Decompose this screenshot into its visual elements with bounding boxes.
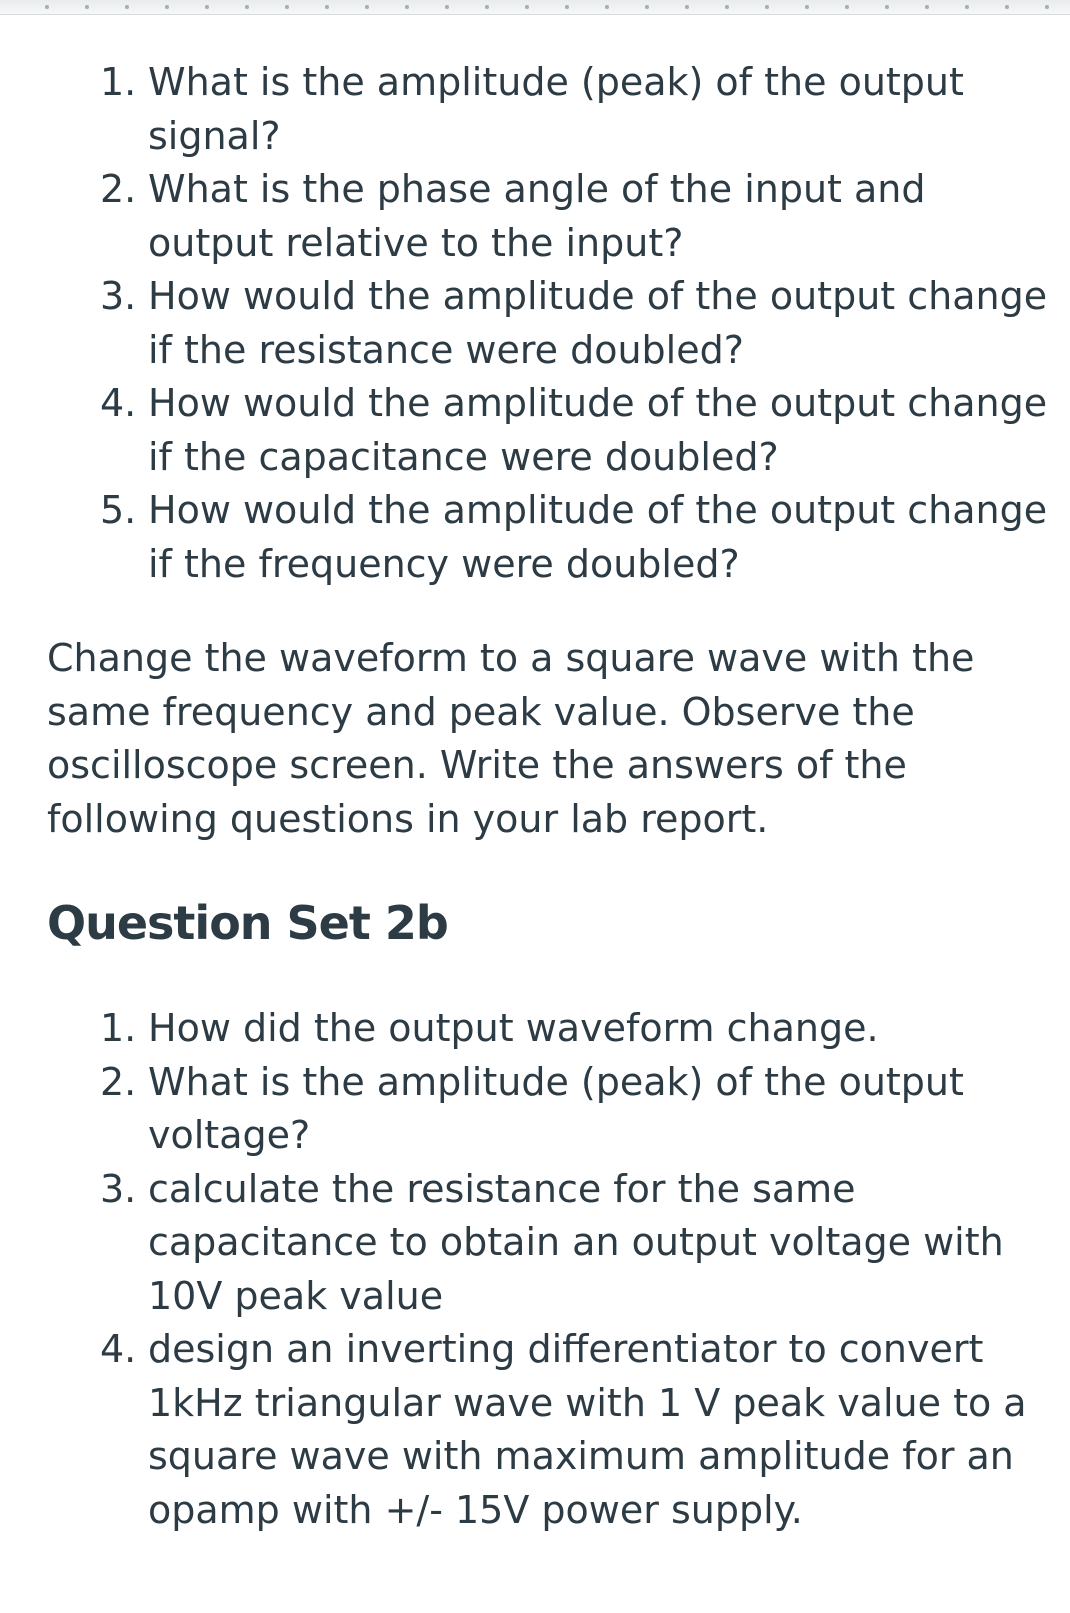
strip-dot <box>285 5 289 9</box>
strip-dot <box>165 5 169 9</box>
item-text: design an inverting differentiator to convert 1kHz triangular wave with 1 V peak value to a square wave with maximum amplitude for an opamp with +/- 15V power supply. <box>148 1327 1027 1532</box>
strip-dot <box>725 5 729 9</box>
strip-dot <box>125 5 129 9</box>
item-text: How would the amplitude of the output change if the resistance were doubled? <box>148 274 1048 372</box>
strip-dot <box>405 5 409 9</box>
strip-dot <box>645 5 649 9</box>
strip-dot <box>1045 5 1049 9</box>
question-list-a <box>100 56 1050 591</box>
list-item <box>100 377 1050 484</box>
item-number: 1. <box>100 1006 137 1050</box>
list-item <box>100 56 1050 163</box>
list-item <box>100 163 1050 270</box>
item-text: How did the output waveform change. <box>148 1006 879 1050</box>
list-item <box>100 484 1050 591</box>
item-number: 1. <box>100 60 137 104</box>
item-number: 3. <box>100 274 137 318</box>
item-number: 2. <box>100 1059 137 1104</box>
strip-dot <box>525 5 529 9</box>
item-number: 2. <box>100 167 137 211</box>
strip-dot <box>685 5 689 9</box>
strip-dot <box>965 5 969 9</box>
strip-dot <box>765 5 769 9</box>
item-text: How would the amplitude of the output change if the frequency were doubled? <box>148 488 1048 586</box>
strip-dot <box>45 5 49 9</box>
list-item <box>100 1056 1050 1163</box>
strip-dot <box>845 5 849 9</box>
question-list-b <box>100 1002 1050 1537</box>
item-number: 3. <box>100 1166 137 1211</box>
strip-dot <box>445 5 449 9</box>
strip-dot <box>565 5 569 9</box>
item-number: 5. <box>100 488 137 532</box>
item-text: What is the amplitude (peak) of the output signal? <box>148 60 964 158</box>
instruction-paragraph: Change the waveform to a square wave with the same frequency and peak value. Observe the oscilloscope screen. Write the answers of the following questions in your lab report. <box>47 636 975 841</box>
strip-dot <box>925 5 929 9</box>
strip-dot <box>85 5 89 9</box>
top-toolbar-strip <box>0 0 1070 15</box>
list-item <box>100 1002 1050 1056</box>
strip-dot <box>325 5 329 9</box>
list-item <box>100 1163 1050 1324</box>
strip-dot <box>245 5 249 9</box>
strip-dot <box>365 5 369 9</box>
strip-dot <box>605 5 609 9</box>
item-text: What is the amplitude (peak) of the output voltage? <box>148 1059 964 1157</box>
strip-dot <box>485 5 489 9</box>
strip-dot <box>1005 5 1009 9</box>
item-text: What is the phase angle of the input and output relative to the input? <box>148 167 926 265</box>
item-text: How would the amplitude of the output change if the capacitance were doubled? <box>148 381 1048 479</box>
strip-dot <box>885 5 889 9</box>
item-number: 4. <box>100 1327 137 1371</box>
list-item <box>100 1323 1050 1537</box>
strip-dot <box>205 5 209 9</box>
item-number: 4. <box>100 381 137 425</box>
section-heading: Question Set 2b <box>47 896 448 950</box>
list-item <box>100 270 1050 377</box>
strip-dot <box>805 5 809 9</box>
item-text: calculate the resistance for the same capacitance to obtain an output voltage with 10V peak value <box>148 1166 1004 1318</box>
